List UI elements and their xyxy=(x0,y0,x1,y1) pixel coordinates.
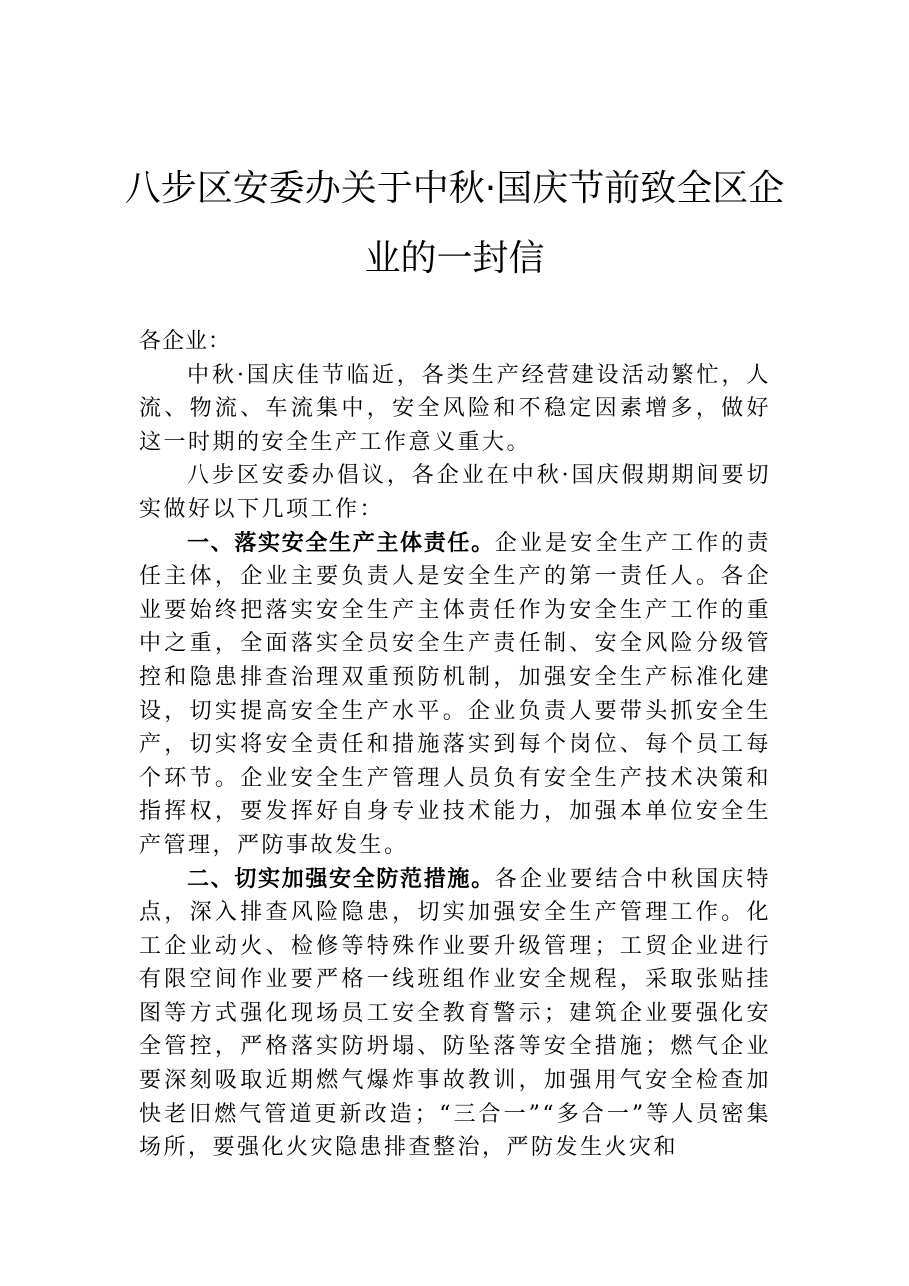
paragraph-4 xyxy=(139,863,771,1165)
paragraph-4-text: 各企业要结合中秋国庆特点，深入排查风险隐患，切实加强安全生产管理工作。化工企业动火、检修等特殊作业要升级管理；工贸企业进行有限空间作业要严格一线班组作业安全规程，采取张贴挂图等方式强化现场员工安全教育警示；建筑企业要强化安全管控，严格落实防坍塌、防坠落等安全措施；燃气企业要深刻吸取近期燃气爆炸事故教训，加强用气安全检查加快老旧燃气管道更新改造；“三合一”“多合一”等人员密集场所，要强化火灾隐患排查整治，严防发生火灾和 xyxy=(139,866,771,1161)
paragraph-3-text: 企业是安全生产工作的责任主体，企业主要负责人是安全生产的第一责任人。各企业要始终把落实安全生产主体责任作为安全生产工作的重中之重，全面落实全员安全生产责任制、安全风险分级管控和隐患排查治理双重预防机制，加强安全生产标准化建设，切实提高安全生产水平。企业负责人要带头抓安全生产，切实将安全责任和措施落实到每个岗位、每个员工每个环节。企业安全生产管理人员负有安全生产技术决策和指挥权，要发挥好自身专业技术能力，加强本单位安全生产管理，严防事故发生。 xyxy=(139,530,771,858)
section-heading-1: 一、落实安全生产主体责任。 xyxy=(187,530,495,556)
paragraph-1 xyxy=(139,359,771,460)
document-title-line-1: 八步区安委办关于中秋·国庆节前致全区企 xyxy=(124,168,785,209)
letter-body xyxy=(139,325,771,1165)
paragraph-1-text: 中秋·国庆佳节临近，各类生产经营建设活动繁忙，人流、物流、车流集中，安全风险和不稳定因素增多，做好这一时期的安全生产工作意义重大。 xyxy=(139,362,771,455)
paragraph-3 xyxy=(139,527,771,863)
document-title-line-2: 业的一封信 xyxy=(364,238,545,279)
paragraph-2-text: 八步区安委办倡议，各企业在中秋·国庆假期期间要切实做好以下几项工作： xyxy=(139,463,771,522)
paragraph-2 xyxy=(139,459,771,526)
section-heading-2: 二、切实加强安全防范措施。 xyxy=(187,866,495,892)
salutation: 各企业： xyxy=(139,329,232,354)
